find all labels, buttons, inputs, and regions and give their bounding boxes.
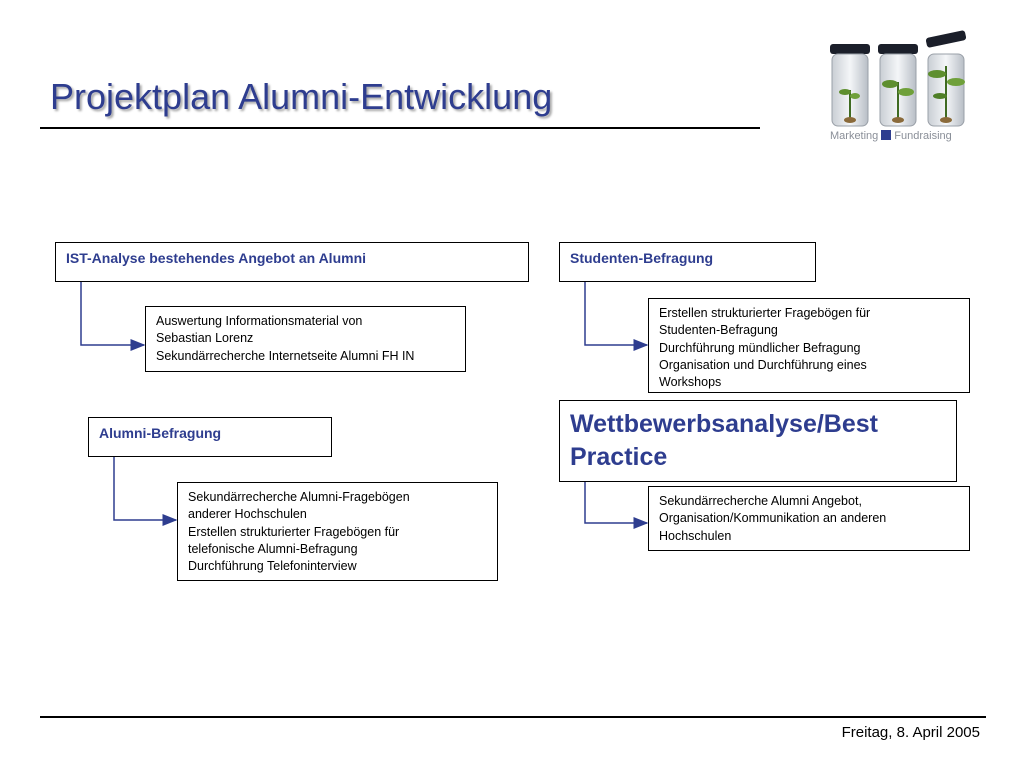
connector-alumni — [114, 457, 176, 520]
studenten-detail: Erstellen strukturierter Fragebögen für — [659, 306, 871, 320]
alumni-befragung-heading: Alumni-Befragung — [99, 425, 222, 441]
alumni-detail: telefonische Alumni-Befragung — [188, 541, 358, 556]
wettbewerb-detail: Organisation/Kommunikation an anderen — [659, 511, 887, 526]
footer-date: Freitag, 8. April 2005 — [841, 724, 980, 741]
page-title: Projektplan Alumni-Entwicklung — [50, 76, 553, 117]
ist-analyse-detail: Sekundärrecherche Internetseite Alumni FH IN — [156, 348, 415, 363]
alumni-befragung-details-box — [177, 482, 498, 581]
studenten-befragung-details-box — [648, 298, 970, 393]
studenten-befragung-heading: Studenten-Befragung — [570, 250, 714, 266]
wettbewerb-detail: Hochschulen — [659, 528, 732, 543]
wettbewerbsanalyse-heading-line1: Wettbewerbsanalyse/Best — [570, 410, 878, 438]
logo-text-fundraising: Fundraising — [894, 130, 952, 142]
alumni-befragung-box — [88, 417, 332, 457]
studenten-befragung-box — [559, 242, 816, 282]
connector-studenten — [585, 282, 647, 345]
ist-analyse-heading: IST-Analyse bestehendes Angebot an Alumni — [66, 250, 367, 266]
wettbewerbsanalyse-box — [559, 400, 957, 482]
wettbewerbsanalyse-heading-line2: Practice — [570, 442, 668, 471]
alumni-detail: anderer Hochschulen — [188, 507, 307, 522]
connector-ist-analyse — [81, 282, 144, 345]
logo-text-marketing: Marketing — [830, 130, 879, 142]
alumni-detail: Sekundärrecherche Alumni-Fragebögen — [188, 490, 410, 504]
ist-analyse-detail: Sebastian Lorenz — [156, 331, 254, 346]
studenten-detail: Workshops — [659, 375, 722, 389]
connector-wettbewerb — [585, 482, 647, 523]
studenten-detail: Durchführung mündlicher Befragung — [659, 340, 861, 355]
studenten-detail: Organisation und Durchführung eines — [659, 357, 867, 372]
wettbewerb-detail: Sekundärrecherche Alumni Angebot, — [659, 494, 862, 508]
alumni-detail: Durchführung Telefoninterview — [188, 559, 357, 573]
wettbewerbsanalyse-details-box — [648, 486, 970, 551]
ist-analyse-box — [55, 242, 529, 282]
studenten-detail: Studenten-Befragung — [659, 323, 778, 338]
ist-analyse-details-box — [145, 306, 466, 372]
ist-analyse-detail: Auswertung Informationsmaterial von — [156, 314, 363, 328]
footer-divider — [40, 716, 986, 718]
alumni-detail: Erstellen strukturierter Fragebögen für — [188, 524, 400, 539]
